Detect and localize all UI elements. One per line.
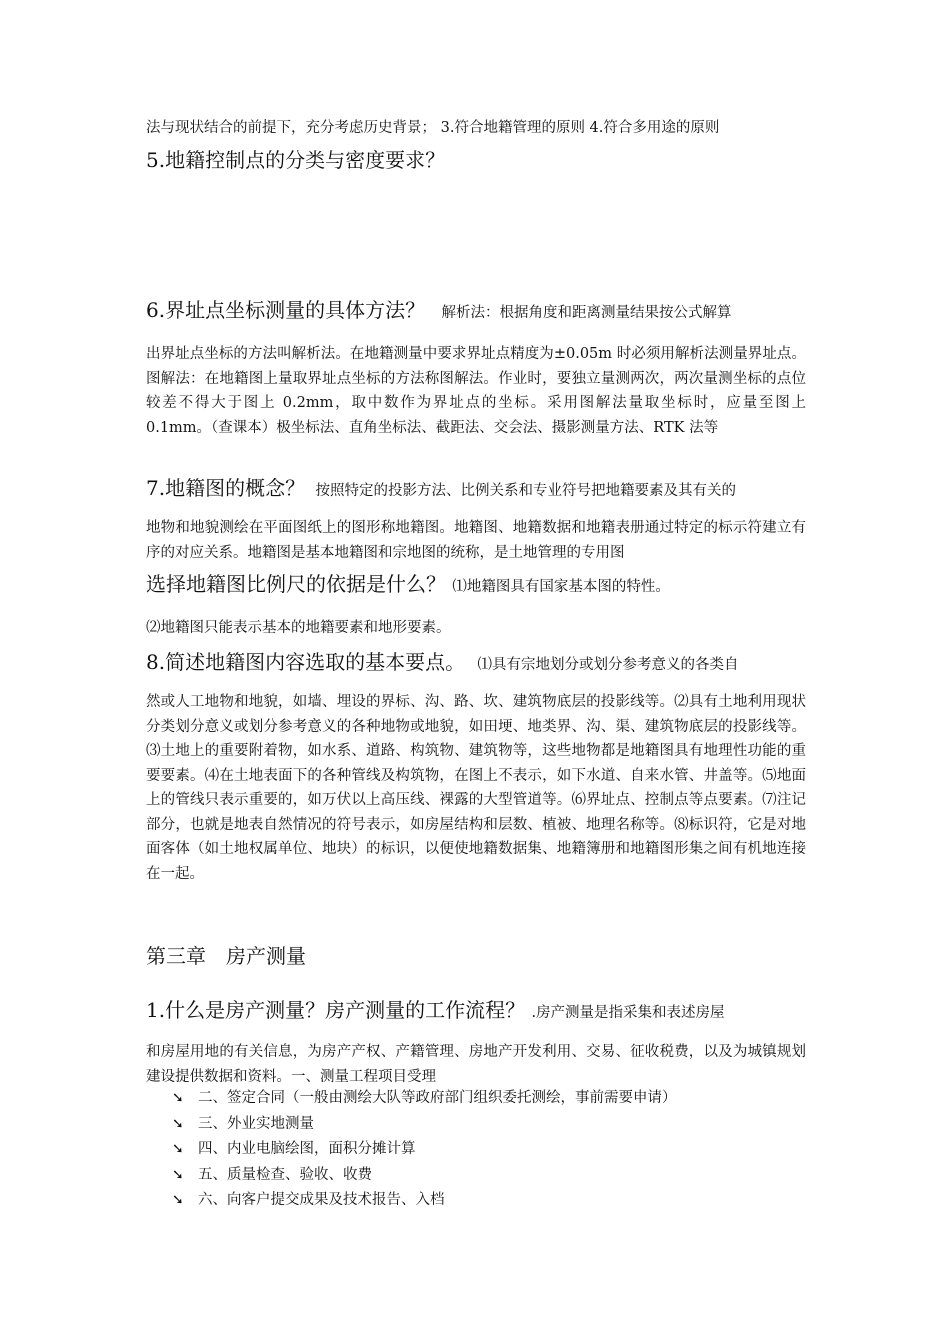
chapter-3-question-1-heading: [146, 996, 806, 1027]
chapter-3-question-1-title: 1.什么是房产测量？房产测量的工作流程？: [146, 998, 526, 1022]
question-6-answer-lead: 解析法：根据角度和距离测量结果按公式解算: [441, 305, 732, 321]
chapter-3-heading: 第三章 房产测量: [146, 944, 306, 968]
arrow-down-right-icon: ➘: [172, 1192, 184, 1208]
arrow-down-right-icon: ➘: [172, 1115, 184, 1132]
chapter-3-question-1-answer-lead: .房产测量是指采集和表述房屋: [531, 1005, 725, 1021]
paragraph-continuation: 法与现状结合的前提下，充分考虑历史背景； 3.符合地籍管理的原则 4.符合多用途的原则: [146, 120, 720, 136]
list-item: ➘ 四、内业电脑绘图，面积分摊计算: [172, 1137, 677, 1163]
list-item: ➘ 六、向客户提交成果及技术报告、入档: [172, 1188, 677, 1214]
scale-question-answer: ⑵地籍图只能表示基本的地籍要素和地形要素。: [146, 620, 451, 636]
question-8-heading: [146, 648, 806, 679]
question-7-title: 7.地籍图的概念？: [146, 476, 306, 500]
list-item: ➘ 二、签定合同（一般由测绘大队等政府部门组织委托测绘，事前需要申请）: [172, 1086, 677, 1112]
question-5-heading: 5.地籍控制点的分类与密度要求？: [146, 148, 446, 172]
question-7-heading: [146, 474, 806, 505]
question-8-answer: 然或人工地物和地貌，如墙、埋设的界标、沟、路、坎、建筑物底层的投影线等。⑵具有土地利用现状分类划分意义或划分参考意义的各种地物或地貌，如田埂、地类界、沟、渠、建筑物底层的投影线等。⑶土地上的重要附着物，如水系、道路、构筑物、建筑物等，这些地物都是地籍图具有地理性功能的重要要素。⑷在土地表面下的各种管线及构筑物，在图上不表示，如下水道、自来水管、井盖等。⑸地面上的管线只表示重要的，如万伏以上高压线、裸露的大型管道等。⑹界址点、控制点等点要素。⑺注记部分，也就是地表自然情况的符号表示，如房屋结构和层数、植被、地理名称等。⑻标识符，它是对地面客体（如土地权属单位、地块）的标识，以便使地籍数据集、地籍簿册和地籍图形集之间有机地连接在一起。: [146, 694, 806, 882]
workflow-steps-list: [172, 1086, 677, 1214]
arrow-down-right-icon: ➘: [172, 1090, 184, 1106]
arrow-down-right-icon: ➘: [172, 1141, 184, 1157]
question-6-title: 6.界址点坐标测量的具体方法？: [146, 298, 426, 322]
question-8-title: 8.简述地籍图内容选取的基本要点。: [146, 650, 466, 674]
scale-question-answer-lead: ⑴地籍图具有国家基本图的特性。: [452, 579, 670, 595]
question-7-answer: 地物和地貌测绘在平面图纸上的图形称地籍图。地籍图、地籍数据和地籍表册通过特定的标示符建立有序的对应关系。地籍图是基本地籍图和宗地图的统称，是土地管理的专用图: [146, 520, 806, 561]
chapter-3-question-1-answer: 和房屋用地的有关信息，为房产产权、产籍管理、房地产开发利用、交易、征收税费，以及为城镇规划建设提供数据和资料。一、测量工程项目受理: [146, 1044, 806, 1085]
scale-question-title: 选择地籍图比例尺的依据是什么？: [146, 572, 446, 596]
question-8-answer-lead: ⑴具有宗地划分或划分参考意义的各类自: [477, 657, 739, 673]
scale-question-heading: [146, 570, 806, 601]
question-6-heading: [146, 296, 806, 327]
arrow-down-right-icon: ➘: [172, 1166, 184, 1183]
question-7-answer-lead: 按照特定的投影方法、比例关系和专业符号把地籍要素及其有关的: [315, 483, 736, 499]
list-item: ➘ 三、外业实地测量: [172, 1112, 677, 1138]
question-6-answer: 出界址点坐标的方法叫解析法。在地籍测量中要求界址点精度为±0.05m 时必须用解析法测量界址点。图解法：在地籍图上量取界址点坐标的方法称图解法。作业时，要独立量测两次，两次量测坐标的点位较差不得大于图上 0.2mm，取中数作为界址点的坐标。采用图解法量取坐标时，应量至图上 0.1mm。（查课本）极坐标法、直角坐标法、截距法、交会法、摄影测量方法、RTK 法等: [146, 346, 806, 436]
list-item: ➘ 五、质量检查、验收、收费: [172, 1163, 677, 1189]
